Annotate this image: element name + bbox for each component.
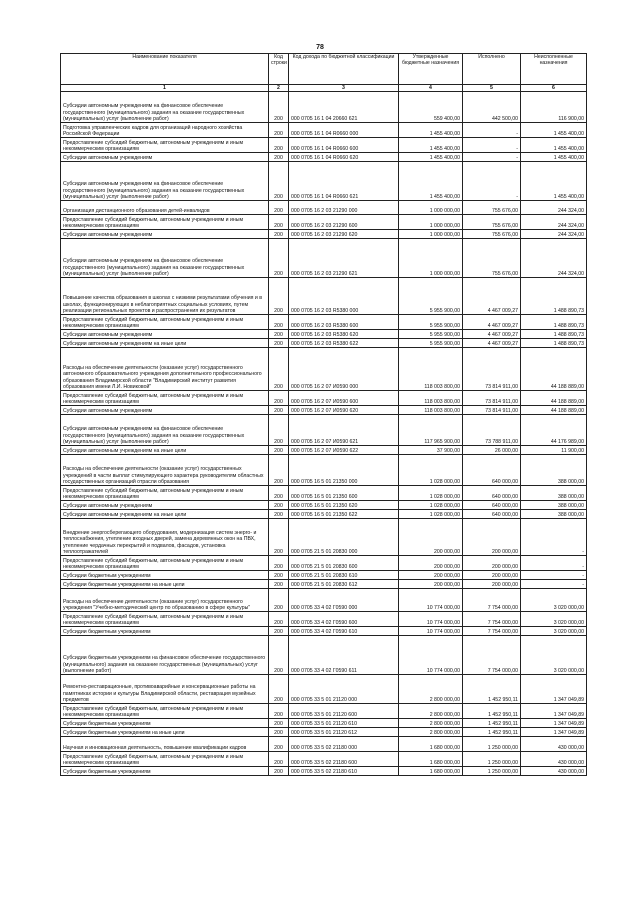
row-remaining: 430 000,00 — [521, 737, 587, 752]
row-executed: 73 814 911,00 — [463, 406, 521, 415]
row-remaining: 44 188 889,00 — [521, 391, 587, 406]
row-approved: 1 455 400,00 — [399, 162, 463, 201]
table-row — [61, 138, 587, 153]
row-income-code: 000 0705 16 5 01 21350 600 — [289, 486, 399, 501]
row-remaining: 1 488 890,73 — [521, 315, 587, 330]
row-name: Субсидии автономным учреждениям на иные цели — [61, 446, 269, 455]
header-approved: Утвержденные бюджетные назначения — [399, 54, 463, 85]
row-executed: 1 250 000,00 — [463, 752, 521, 767]
row-approved: 10 774 000,00 — [399, 627, 463, 636]
row-line-code: 200 — [269, 752, 289, 767]
row-executed: 4 467 009,27 — [463, 330, 521, 339]
row-name: Субсидии автономным учреждениям на иные цели — [61, 510, 269, 519]
row-remaining: 388 000,00 — [521, 501, 587, 510]
table-row — [61, 162, 587, 201]
row-line-code: 200 — [269, 446, 289, 455]
row-remaining: 11 900,00 — [521, 446, 587, 455]
row-name: Предоставление субсидий бюджетным, автономным учреждениям и иным некоммерческим организациям — [61, 391, 269, 406]
row-name: Субсидии бюджетным учреждениям — [61, 719, 269, 728]
row-remaining: 1 347 049,89 — [521, 675, 587, 704]
table-row — [61, 737, 587, 752]
row-income-code: 000 0705 16 5 01 21350 620 — [289, 501, 399, 510]
row-remaining: - — [521, 580, 587, 589]
row-approved: 1 000 000,00 — [399, 201, 463, 215]
row-name: Предоставление субсидий бюджетным, автономным учреждениям и иным некоммерческим организациям — [61, 138, 269, 153]
row-income-code: 000 0705 16 2 07 И0590 622 — [289, 446, 399, 455]
row-executed: 755 676,00 — [463, 215, 521, 230]
table-row — [61, 330, 587, 339]
row-executed: - — [463, 162, 521, 201]
row-income-code: 000 0705 16 2 03 21290 600 — [289, 215, 399, 230]
row-approved: 5 955 900,00 — [399, 315, 463, 330]
row-executed: 7 754 000,00 — [463, 627, 521, 636]
row-approved: 200 000,00 — [399, 580, 463, 589]
row-remaining: 1 347 049,89 — [521, 719, 587, 728]
table-row — [61, 704, 587, 719]
row-approved: 1 028 000,00 — [399, 486, 463, 501]
row-income-code: 000 0705 33 4 02 Г0590 610 — [289, 627, 399, 636]
row-income-code: 000 0705 33 5 02 21180 610 — [289, 767, 399, 776]
table-row — [61, 123, 587, 138]
row-approved: 37 900,00 — [399, 446, 463, 455]
row-executed: 755 676,00 — [463, 201, 521, 215]
header-row — [61, 54, 587, 85]
row-approved: 1 000 000,00 — [399, 230, 463, 239]
row-remaining: 1 488 890,73 — [521, 339, 587, 348]
column-number: 2 — [269, 85, 289, 92]
row-executed: 1 250 000,00 — [463, 737, 521, 752]
row-remaining: 1 455 400,00 — [521, 153, 587, 162]
row-income-code: 000 0705 16 1 04 R0660 620 — [289, 153, 399, 162]
row-approved: 1 000 000,00 — [399, 239, 463, 278]
row-remaining: 388 000,00 — [521, 455, 587, 486]
row-remaining: 244 324,00 — [521, 230, 587, 239]
row-remaining: 3 020 000,00 — [521, 627, 587, 636]
row-executed: 200 000,00 — [463, 556, 521, 571]
table-row — [61, 339, 587, 348]
row-executed: 200 000,00 — [463, 580, 521, 589]
column-number: 3 — [289, 85, 399, 92]
row-approved: 1 028 000,00 — [399, 455, 463, 486]
column-number: 5 — [463, 85, 521, 92]
row-line-code: 200 — [269, 728, 289, 737]
row-income-code: 000 0705 33 4 02 Г0590 600 — [289, 612, 399, 627]
row-remaining: 388 000,00 — [521, 486, 587, 501]
row-approved: 1 028 000,00 — [399, 510, 463, 519]
row-name: Субсидии бюджетным учреждениям на финансовое обеспечение государственного (муниципального) задания на оказание государственных (муниципальных) услуг (выполнение работ) — [61, 636, 269, 675]
column-number: 1 — [61, 85, 269, 92]
row-executed: 73 814 911,00 — [463, 391, 521, 406]
row-executed: 4 467 009,27 — [463, 278, 521, 315]
row-approved: 559 400,00 — [399, 92, 463, 123]
row-income-code: 000 0705 16 2 07 И0590 600 — [289, 391, 399, 406]
row-name: Предоставление субсидий бюджетным, автономным учреждениям и иным некоммерческим организациям — [61, 486, 269, 501]
row-executed: 640 000,00 — [463, 501, 521, 510]
row-name: Субсидии бюджетным учреждениям — [61, 627, 269, 636]
table-row — [61, 501, 587, 510]
row-line-code: 200 — [269, 580, 289, 589]
row-approved: 10 774 000,00 — [399, 636, 463, 675]
row-remaining: 1 455 400,00 — [521, 138, 587, 153]
row-name: Расходы на обеспечение деятельности (оказание услуг) государственного автономного образовательного учреждения дополнительного профессионального образования Владимирской области "Владимирский институт развития образования имени Л.И. Новиковой" — [61, 348, 269, 391]
row-remaining: 3 020 000,00 — [521, 636, 587, 675]
row-line-code: 200 — [269, 348, 289, 391]
row-name: Предоставление субсидий бюджетным, автономным учреждениям и иным некоммерческим организациям — [61, 752, 269, 767]
row-approved: 200 000,00 — [399, 519, 463, 556]
row-executed: 1 452 950,11 — [463, 675, 521, 704]
row-approved: 1 028 000,00 — [399, 501, 463, 510]
row-remaining: 116 900,00 — [521, 92, 587, 123]
row-approved: 5 955 900,00 — [399, 278, 463, 315]
row-income-code: 000 0705 33 4 02 Г0590 000 — [289, 589, 399, 612]
row-income-code: 000 0705 16 2 03 21290 621 — [289, 239, 399, 278]
row-income-code: 000 0705 16 2 03 R5380 600 — [289, 315, 399, 330]
table-row — [61, 510, 587, 519]
row-line-code: 200 — [269, 230, 289, 239]
row-approved: 2 800 000,00 — [399, 728, 463, 737]
row-executed: - — [463, 153, 521, 162]
row-name: Подготовка управленческих кадров для организаций народного хозяйства Российской Федерации — [61, 123, 269, 138]
row-remaining: 1 455 400,00 — [521, 162, 587, 201]
row-income-code: 000 0705 16 5 01 21350 000 — [289, 455, 399, 486]
column-number: 4 — [399, 85, 463, 92]
row-line-code: 200 — [269, 589, 289, 612]
row-line-code: 200 — [269, 315, 289, 330]
row-remaining: 44 188 889,00 — [521, 348, 587, 391]
row-line-code: 200 — [269, 339, 289, 348]
row-remaining: - — [521, 556, 587, 571]
row-executed: 200 000,00 — [463, 571, 521, 580]
row-remaining: 244 324,00 — [521, 239, 587, 278]
table-row — [61, 446, 587, 455]
row-line-code: 200 — [269, 704, 289, 719]
row-name: Повышение качества образования в школах с низкими результатами обучения и в школах, функционирующих в неблагоприятных социальных условиях, путем реализации региональных проектов и распространения их результатов — [61, 278, 269, 315]
table-row — [61, 348, 587, 391]
row-name: Предоставление субсидий бюджетным, автономным учреждениям и иным некоммерческим организациям — [61, 315, 269, 330]
row-approved: 2 800 000,00 — [399, 719, 463, 728]
row-remaining: 1 488 890,73 — [521, 278, 587, 315]
row-approved: 1 680 000,00 — [399, 752, 463, 767]
row-line-code: 200 — [269, 415, 289, 446]
header-line-code: Код строки — [269, 54, 289, 85]
row-name: Субсидии автономным учреждениям — [61, 153, 269, 162]
table-row — [61, 230, 587, 239]
table-row — [61, 571, 587, 580]
row-executed: 7 754 000,00 — [463, 636, 521, 675]
row-income-code: 000 0705 33 5 02 21180 600 — [289, 752, 399, 767]
row-line-code: 200 — [269, 153, 289, 162]
table-row — [61, 455, 587, 486]
row-executed: 7 754 000,00 — [463, 612, 521, 627]
row-income-code: 000 0705 16 2 03 R5380 620 — [289, 330, 399, 339]
row-line-code: 200 — [269, 627, 289, 636]
row-approved: 200 000,00 — [399, 571, 463, 580]
row-remaining: 1 488 890,73 — [521, 330, 587, 339]
row-income-code: 000 0705 16 2 07 И0590 621 — [289, 415, 399, 446]
row-approved: 1 455 400,00 — [399, 153, 463, 162]
row-name: Ремонтно-реставрационные, противоаварийные и консервационные работы на памятниках истории и культуры Владимирской области, реставрация музейных предметов — [61, 675, 269, 704]
row-income-code: 000 0705 16 1 04 R0660 600 — [289, 138, 399, 153]
row-executed: 755 676,00 — [463, 239, 521, 278]
row-executed: 640 000,00 — [463, 510, 521, 519]
row-name: Субсидии автономным учреждениям на финансовое обеспечение государственного (муниципального) задания на оказание государственных (муниципальных) услуг (выполнение работ) — [61, 92, 269, 123]
row-line-code: 200 — [269, 92, 289, 123]
row-approved: 118 003 800,00 — [399, 348, 463, 391]
row-approved: 1 680 000,00 — [399, 737, 463, 752]
row-line-code: 200 — [269, 719, 289, 728]
table-row — [61, 415, 587, 446]
row-approved: 200 000,00 — [399, 556, 463, 571]
row-remaining: 1 347 049,89 — [521, 728, 587, 737]
table-row — [61, 201, 587, 215]
row-approved: 1 000 000,00 — [399, 215, 463, 230]
table-row — [61, 580, 587, 589]
row-remaining: - — [521, 571, 587, 580]
table-row — [61, 767, 587, 776]
row-name: Субсидии автономным учреждениям — [61, 501, 269, 510]
row-approved: 2 800 000,00 — [399, 704, 463, 719]
table-row — [61, 239, 587, 278]
row-approved: 118 003 800,00 — [399, 391, 463, 406]
row-remaining: 430 000,00 — [521, 767, 587, 776]
row-executed: 73 788 911,00 — [463, 415, 521, 446]
table-row — [61, 636, 587, 675]
row-income-code: 000 0705 33 5 02 21180 000 — [289, 737, 399, 752]
column-number-row — [61, 85, 587, 92]
row-line-code: 200 — [269, 406, 289, 415]
row-name: Субсидии автономным учреждениям на иные цели — [61, 339, 269, 348]
row-income-code: 000 0705 16 2 07 И0590 000 — [289, 348, 399, 391]
table-row — [61, 675, 587, 704]
table-row — [61, 486, 587, 501]
table-row — [61, 719, 587, 728]
row-executed: - — [463, 138, 521, 153]
row-line-code: 200 — [269, 501, 289, 510]
row-executed: 442 500,00 — [463, 92, 521, 123]
row-name: Субсидии автономным учреждениям на финансовое обеспечение государственного (муниципального) задания на оказание государственных (муниципальных) услуг (выполнение работ) — [61, 415, 269, 446]
row-approved: 1 455 400,00 — [399, 138, 463, 153]
row-name: Предоставление субсидий бюджетным, автономным учреждениям и иным некоммерческим организациям — [61, 215, 269, 230]
row-income-code: 000 0705 21 5 01 20830 000 — [289, 519, 399, 556]
row-line-code: 200 — [269, 138, 289, 153]
row-line-code: 200 — [269, 519, 289, 556]
row-executed: 1 452 950,11 — [463, 719, 521, 728]
row-income-code: 000 0705 16 1 04 R0660 000 — [289, 123, 399, 138]
row-income-code: 000 0705 21 5 01 20830 610 — [289, 571, 399, 580]
row-income-code: 000 0705 21 5 01 20830 612 — [289, 580, 399, 589]
row-line-code: 200 — [269, 556, 289, 571]
row-remaining: 430 000,00 — [521, 752, 587, 767]
row-income-code: 000 0705 16 5 01 21350 622 — [289, 510, 399, 519]
row-remaining: 3 020 000,00 — [521, 589, 587, 612]
row-line-code: 200 — [269, 636, 289, 675]
row-approved: 1 455 400,00 — [399, 123, 463, 138]
row-line-code: 200 — [269, 612, 289, 627]
row-executed: - — [463, 123, 521, 138]
row-executed: 1 452 950,11 — [463, 728, 521, 737]
row-line-code: 200 — [269, 278, 289, 315]
row-name: Предоставление субсидий бюджетным, автономным учреждениям и иным некоммерческим организациям — [61, 612, 269, 627]
row-line-code: 200 — [269, 737, 289, 752]
row-income-code: 000 0705 16 1 04 20660 621 — [289, 92, 399, 123]
table-row — [61, 215, 587, 230]
table-row — [61, 406, 587, 415]
row-name: Субсидии автономным учреждениям — [61, 330, 269, 339]
header-remaining: Неисполненные назначения — [521, 54, 587, 85]
row-name: Научная и инновационная деятельность, повышение квалификации кадров — [61, 737, 269, 752]
row-remaining: 3 020 000,00 — [521, 612, 587, 627]
row-name: Предоставление субсидий бюджетным, автономным учреждениям и иным некоммерческим организациям — [61, 556, 269, 571]
table-row — [61, 391, 587, 406]
row-executed: 1 250 000,00 — [463, 767, 521, 776]
row-line-code: 200 — [269, 455, 289, 486]
row-remaining: 1 455 400,00 — [521, 123, 587, 138]
row-line-code: 200 — [269, 767, 289, 776]
row-approved: 117 965 900,00 — [399, 415, 463, 446]
row-line-code: 200 — [269, 201, 289, 215]
header-executed: Исполнено — [463, 54, 521, 85]
row-remaining: 244 324,00 — [521, 201, 587, 215]
table-row — [61, 278, 587, 315]
row-approved: 2 800 000,00 — [399, 675, 463, 704]
budget-execution-table — [60, 53, 587, 776]
table-row — [61, 556, 587, 571]
row-line-code: 200 — [269, 330, 289, 339]
row-executed: 7 754 000,00 — [463, 589, 521, 612]
row-remaining: 44 176 989,00 — [521, 415, 587, 446]
row-executed: 1 452 950,11 — [463, 704, 521, 719]
table-row — [61, 92, 587, 123]
row-name: Субсидии бюджетным учреждениям на иные цели — [61, 580, 269, 589]
row-executed: 640 000,00 — [463, 486, 521, 501]
row-name: Субсидии автономным учреждениям на финансовое обеспечение государственного (муниципального) задания на оказание государственных (муниципальных) услуг (выполнение работ) — [61, 162, 269, 201]
header-income-code: Код дохода по бюджетной классификации — [289, 54, 399, 85]
header-indicator-name: Наименование показателя — [61, 54, 269, 85]
row-name: Расходы на обеспечение деятельности (оказание услуг) государственного учреждения "Учебно-методический центр по образованию в сфере культуры" — [61, 589, 269, 612]
row-remaining: 244 324,00 — [521, 215, 587, 230]
row-income-code: 000 0705 33 5 01 21120 610 — [289, 719, 399, 728]
row-line-code: 200 — [269, 123, 289, 138]
row-income-code: 000 0705 21 5 01 20830 600 — [289, 556, 399, 571]
row-approved: 118 003 800,00 — [399, 406, 463, 415]
row-remaining: 1 347 049,89 — [521, 704, 587, 719]
row-executed: 200 000,00 — [463, 519, 521, 556]
row-line-code: 200 — [269, 162, 289, 201]
table-row — [61, 589, 587, 612]
row-income-code: 000 0705 16 1 04 R0660 621 — [289, 162, 399, 201]
row-executed: 755 676,00 — [463, 230, 521, 239]
row-name: Расходы на обеспечение деятельности (оказание услуг) государственных учреждений в части выплат стимулирующего характера руководителям областных государственных организаций отрасли образования — [61, 455, 269, 486]
row-approved: 10 774 000,00 — [399, 589, 463, 612]
row-name: Субсидии автономным учреждениям — [61, 230, 269, 239]
row-income-code: 000 0705 16 2 03 21290 620 — [289, 230, 399, 239]
row-executed: 73 814 911,00 — [463, 348, 521, 391]
row-line-code: 200 — [269, 239, 289, 278]
row-executed: 26 000,00 — [463, 446, 521, 455]
row-income-code: 000 0705 16 2 03 R5380 000 — [289, 278, 399, 315]
row-income-code: 000 0705 33 5 01 21120 000 — [289, 675, 399, 704]
table-row — [61, 315, 587, 330]
row-name: Субсидии бюджетным учреждениям — [61, 767, 269, 776]
row-income-code: 000 0705 16 2 07 И0590 620 — [289, 406, 399, 415]
row-income-code: 000 0705 33 4 02 Г0590 611 — [289, 636, 399, 675]
row-approved: 10 774 000,00 — [399, 612, 463, 627]
row-name: Субсидии автономным учреждениям на финансовое обеспечение государственного (муниципального) задания на оказание государственных (муниципальных) услуг (выполнение работ) — [61, 239, 269, 278]
row-remaining: 44 188 889,00 — [521, 406, 587, 415]
row-line-code: 200 — [269, 486, 289, 501]
row-line-code: 200 — [269, 215, 289, 230]
table-row — [61, 612, 587, 627]
row-remaining: - — [521, 519, 587, 556]
row-income-code: 000 0705 16 2 03 21290 000 — [289, 201, 399, 215]
page-number: 78 — [316, 44, 324, 51]
row-remaining: 388 000,00 — [521, 510, 587, 519]
row-line-code: 200 — [269, 391, 289, 406]
row-line-code: 200 — [269, 675, 289, 704]
row-income-code: 000 0705 16 2 03 R5380 622 — [289, 339, 399, 348]
table-row — [61, 519, 587, 556]
row-name: Предоставление субсидий бюджетным, автономным учреждениям и иным некоммерческим организациям — [61, 704, 269, 719]
row-income-code: 000 0705 33 5 01 21120 600 — [289, 704, 399, 719]
row-income-code: 000 0705 33 5 01 21120 612 — [289, 728, 399, 737]
row-approved: 5 955 900,00 — [399, 330, 463, 339]
row-executed: 640 000,00 — [463, 455, 521, 486]
row-line-code: 200 — [269, 571, 289, 580]
column-number: 6 — [521, 85, 587, 92]
row-name: Субсидии автономным учреждениям — [61, 406, 269, 415]
row-name: Внедрение энергосберегающего оборудования, модернизация систем энерго- и теплоснабжения, утепление входных дверей, замена деревянных окон на ПВХ, утепление чердачных перекрытий и подвалов, фасадов, установка теплоотражателей — [61, 519, 269, 556]
row-line-code: 200 — [269, 510, 289, 519]
row-name: Организация дистанционного образования детей-инвалидов — [61, 201, 269, 215]
row-executed: 4 467 009,27 — [463, 315, 521, 330]
row-approved: 5 955 900,00 — [399, 339, 463, 348]
row-name: Субсидии бюджетным учреждениям на иные цели — [61, 728, 269, 737]
row-approved: 1 680 000,00 — [399, 767, 463, 776]
table-row — [61, 627, 587, 636]
table-row — [61, 728, 587, 737]
row-executed: 4 467 009,27 — [463, 339, 521, 348]
table-row — [61, 752, 587, 767]
row-name: Субсидии бюджетным учреждениям — [61, 571, 269, 580]
table-row — [61, 153, 587, 162]
